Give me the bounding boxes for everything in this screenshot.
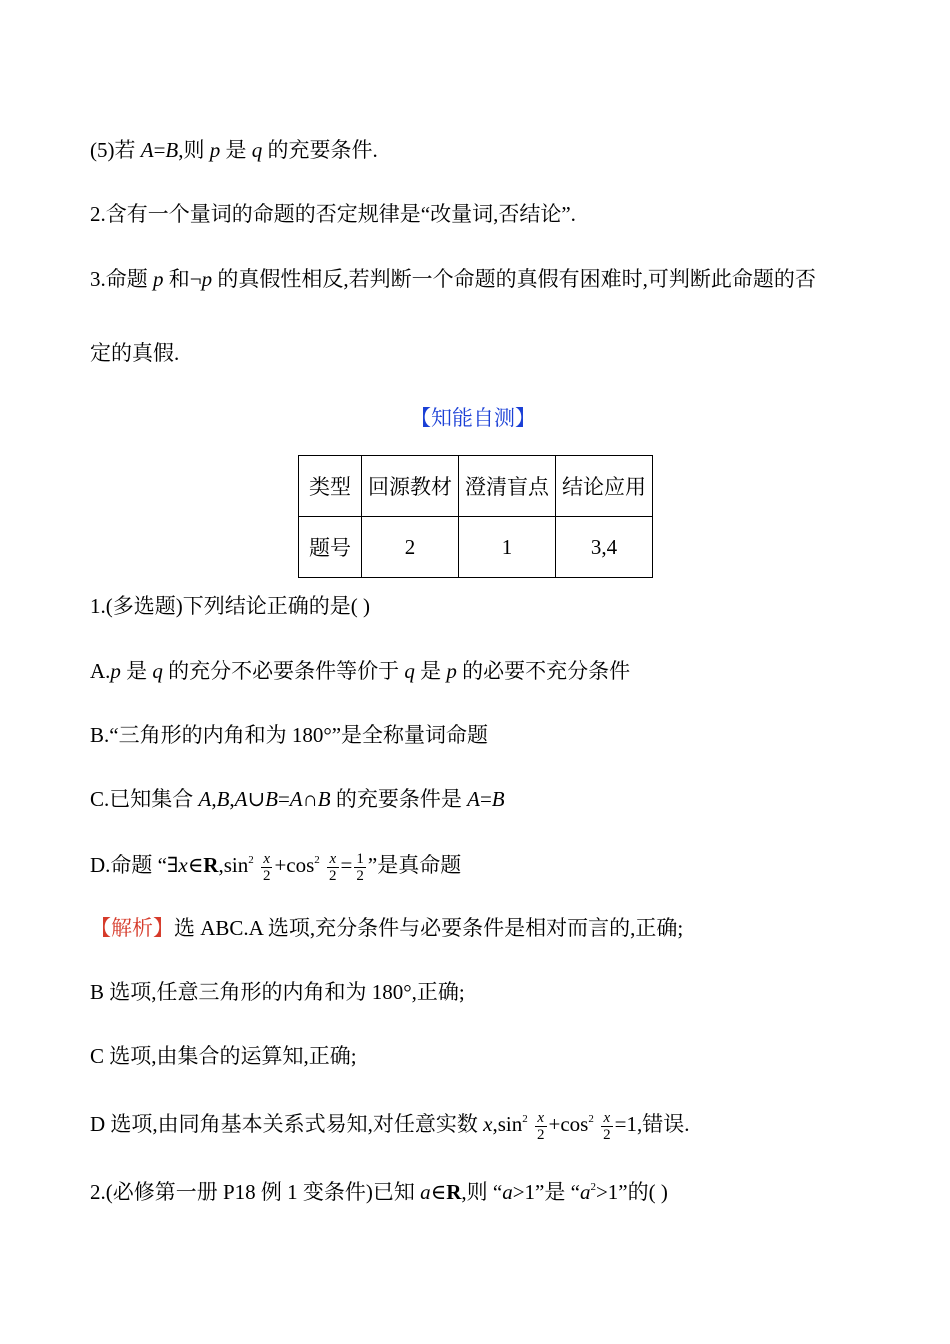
- fraction: $\frac{x}{2}$: [537, 1109, 545, 1143]
- line-3: 3.命题 p 和¬p 的真假性相反,若判断一个命题的真假有困难时,可判断此命题的否: [90, 267, 816, 291]
- analysis-line-2: B 选项,任意三角形的内角和为 180°,正确;: [90, 980, 465, 1004]
- question-1-stem: 1.(多选题)下列结论正确的是( ): [90, 594, 370, 618]
- question-2-stem: 2.(必修第一册 P18 例 1 变条件)已知 a∈R,则 “a>1”是 “$a^2>1$”的( ): [90, 1180, 668, 1204]
- table-cell: 3,4: [556, 517, 653, 578]
- table-cell: 类型: [299, 456, 362, 517]
- analysis-line-3: C 选项,由集合的运算知,正确;: [90, 1044, 357, 1068]
- table-row: [299, 517, 653, 578]
- table-cell: 回源教材: [362, 456, 459, 517]
- fraction: $\frac{x}{2}$: [329, 850, 337, 884]
- line-2: 2.含有一个量词的命题的否定规律是“改量词,否结论”.: [90, 202, 576, 226]
- line-1: (5)若 A=B,则 p 是 q 的充要条件.: [90, 138, 378, 162]
- option-c: C.已知集合 A,B,A∪B=A∩B 的充要条件是 A=B: [90, 787, 505, 811]
- table-cell: 澄清盲点: [459, 456, 556, 517]
- question-type-table: [298, 455, 653, 578]
- table-cell: 结论应用: [556, 456, 653, 517]
- analysis-line-1: 【解析】选 ABC.A 选项,充分条件与必要条件是相对而言的,正确;: [90, 916, 684, 940]
- line-4: 定的真假.: [90, 341, 180, 365]
- fraction: $\frac{x}{2}$: [603, 1109, 611, 1143]
- option-b: B.“三角形的内角和为 180°”是全称量词命题: [90, 723, 489, 747]
- fraction: $\frac{x}{2}$: [262, 850, 271, 884]
- option-a: A.p 是 q 的充分不必要条件等价于 q 是 p 的必要不充分条件: [90, 659, 631, 683]
- section-title: 【知能自测】: [410, 406, 536, 430]
- fraction: $\frac{1}{2}$: [356, 850, 364, 884]
- analysis-label: 【解析】: [90, 916, 174, 940]
- table-row: [299, 456, 653, 517]
- table-cell: 1: [459, 517, 556, 578]
- option-d: D.命题 “$\exists x\in R,\sin^2$ $\frac{x}{2}$ $+\cos^2$ $\frac{x}{2}$ = $\frac{1}{2}$ ”是真命题: [90, 850, 462, 884]
- table-cell: 题号: [299, 517, 362, 578]
- table-cell: 2: [362, 517, 459, 578]
- analysis-line-4: D 选项,由同角基本关系式易知,对任意实数 $x,\sin^2$ $\frac{x}{2}$ $+\cos^2$ $\frac{x}{2}$ =1,错误.: [90, 1109, 690, 1143]
